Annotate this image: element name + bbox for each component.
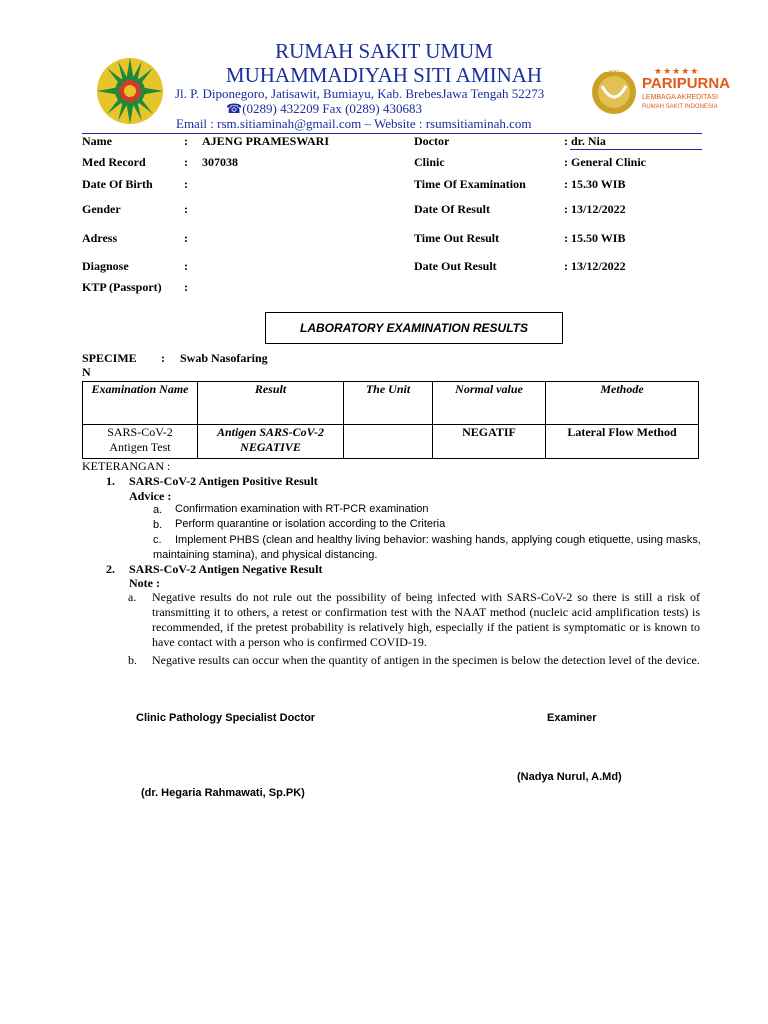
badge-title: PARIPURNA [642,75,731,92]
name-value: AJENG PRAMESWARI [202,134,330,148]
dob-label: Date Of Birth [82,177,153,191]
med-record-value: 307038 [202,155,238,169]
hospital-address: Jl. P. Diponegoro, Jatisawit, Bumiayu, Kab. BrebesJawa Tengah 52273 [175,86,545,101]
results-table [82,381,699,459]
item1-a-text: Confirmation examination with RT-PCR examination [175,503,429,515]
item1-b-mark: b. [153,519,163,531]
hospital-phone: ☎(0289) 432209 Fax (0289) 430683 [226,101,423,116]
badge-seal-text: LARSI [605,68,623,74]
date-of-result-value: : 13/12/2022 [564,202,626,216]
item2-b-text: Negative results can occur when the quantity of antigen in the specimen is below the detection level of the device. [152,653,700,667]
table-row [83,425,699,459]
item1-a-mark: a. [153,504,163,516]
date-of-result-label: Date Of Result [414,202,490,216]
specimen-colon: : [161,351,165,365]
time-out-result-label: Time Out Result [414,231,500,245]
report-title: LABORATORY EXAMINATION RESULTS [299,321,528,335]
name-label: Name [82,134,112,148]
item2-a-text: Negative results do not rule out the possibility of being infected with SARS-CoV-2 so there is still a risk of transmitting it to others, a retest or confirmation test with the NAAT method (nucleic acid amplification tests) is recommended, if the pretest probability is relatively high, especially if the patient is symptomatic or is known to have contact with a person who is confirmed COVID-19. [152,590,700,649]
name-colon: : [184,134,188,148]
accreditation-badge [590,64,740,120]
cell-normal-value: NEGATIF [433,425,546,459]
doctor-label: Doctor [414,134,450,148]
specimen-label: SPECIME [82,351,137,365]
hospital-name-line2: MUHAMMADIYAH SITI AMINAH [225,63,543,87]
address-label: Adress [82,231,118,245]
signature-left-title: Clinic Pathology Specialist Doctor [136,712,316,724]
address-colon: : [184,231,188,245]
item1-number: 1. [106,474,115,488]
signature-left-name: (dr. Hegaria Rahmawati, Sp.PK) [141,787,305,799]
clinic-label: Clinic [414,155,445,169]
diagnose-colon: : [184,259,188,273]
item1-c-mark: c. [153,534,162,546]
dob-colon: : [184,177,188,191]
exam-name-line1: SARS-CoV-2 [107,425,173,439]
item1-title: SARS-CoV-2 Antigen Positive Result [129,474,318,488]
badge-stars: ★★★★★ [654,66,700,76]
badge-subtitle2: RUMAH SAKIT INDONESIA [642,104,718,110]
header-divider-short [570,149,702,150]
hospital-name-line1: RUMAH SAKIT UMUM [275,39,493,63]
specimen-value: Swab Nasofaring [180,351,268,365]
date-out-result-label: Date Out Result [414,259,497,273]
gender-label: Gender [82,202,121,216]
table-header-row [83,382,699,425]
time-out-result-value: : 15.50 WIB [564,231,626,245]
header-normal-value: Normal value [433,382,546,425]
report-title-box [265,312,563,344]
item2-number: 2. [106,562,115,576]
item2-title: SARS-CoV-2 Antigen Negative Result [129,562,323,576]
header-result: Result [198,382,344,425]
specimen-label-wrap: N [82,365,91,379]
signature-right-title: Examiner [547,712,597,724]
item2-b-mark: b. [128,653,137,667]
header-examination-name: Examination Name [83,382,198,425]
item1-c-text: Implement PHBS (clean and healthy living behavior: washing hands, applying cough etiquette, using masks, maintaining stamina), and physical distancing. [153,534,701,561]
header-methode: Methode [546,382,699,425]
hospital-email: Email : rsm.sitiaminah@gmail.com – Website : rsumsitiaminah.com [176,116,532,131]
signature-right-name: (Nadya Nurul, A.Md) [517,771,622,783]
ktp-colon: : [184,280,188,294]
item2-a-mark: a. [128,590,137,604]
date-out-result-value: : 13/12/2022 [564,259,626,273]
cell-examination-name [83,425,198,459]
cell-unit [344,425,433,459]
badge-subtitle: LEMBAGA AKREDITASI [642,94,719,101]
header-unit: The Unit [344,382,433,425]
item2-sub: Note : [129,576,160,590]
exam-name-line2: Antigen Test [109,440,171,454]
doctor-value: : dr. Nia [564,134,606,148]
cell-result [198,425,344,459]
keterangan-title: KETERANGAN : [82,459,171,473]
item1-sub: Advice : [129,489,172,503]
med-record-label: Med Record [82,155,146,169]
ktp-label: KTP (Passport) [82,280,162,294]
cell-methode: Lateral Flow Method [546,425,699,459]
item1-b-text: Perform quarantine or isolation according to the Criteria [175,518,446,530]
clinic-value: : General Clinic [564,155,646,169]
time-of-exam-label: Time Of Examination [414,177,526,191]
time-of-exam-value: : 15.30 WIB [564,177,626,191]
result-line2: NEGATIVE [240,440,301,454]
header-divider [82,133,702,134]
diagnose-label: Diagnose [82,259,129,273]
gender-colon: : [184,202,188,216]
med-record-colon: : [184,155,188,169]
result-line1: Antigen SARS-CoV-2 [216,425,325,439]
